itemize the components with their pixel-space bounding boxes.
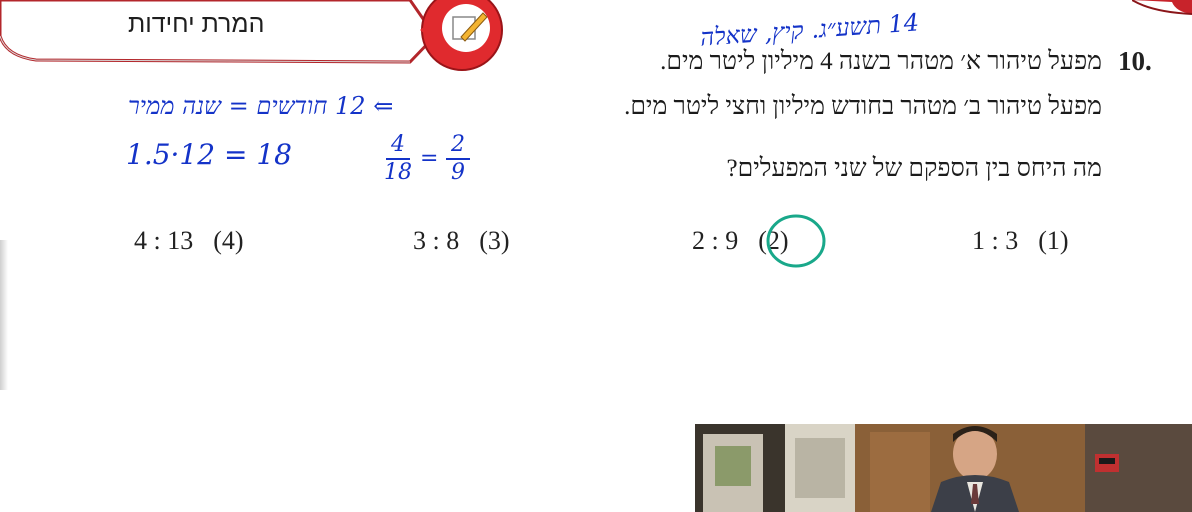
handwritten-fraction-b bbox=[446, 134, 470, 184]
fraction-a-numerator: 4 bbox=[391, 132, 405, 157]
fraction-b-denominator: 9 bbox=[451, 160, 465, 185]
option-label: (3) bbox=[479, 226, 510, 255]
option-ratio: 1 : 3 bbox=[972, 226, 1019, 255]
option-label: (4) bbox=[213, 226, 244, 255]
video-scene bbox=[695, 424, 1192, 512]
fraction-b-numerator: 2 bbox=[451, 132, 465, 157]
option-label: (2) bbox=[758, 226, 789, 255]
question-number: 10. bbox=[1118, 46, 1152, 76]
selected-answer-circle bbox=[768, 216, 824, 266]
video-thumbnail[interactable] bbox=[695, 424, 1192, 512]
handwritten-conversion-note: ⇐ 12 חודשים = שנה ממיר bbox=[128, 92, 394, 120]
fraction-a-denominator: 18 bbox=[384, 160, 412, 185]
left-edge-shadow bbox=[0, 240, 8, 390]
handwritten-source-note: 14 תשע״ג. קיץ, שאלה bbox=[699, 8, 920, 52]
question-line-3: מה היחס בין הספקם של שני המפעלים? bbox=[726, 155, 1102, 182]
question-line-2: מפעל טיהור ב׳ מטהר בחודש מיליון וחצי ליטר מים. bbox=[624, 93, 1102, 120]
handwritten-calculation: 1.5·12 = 18 bbox=[126, 138, 292, 171]
handwritten-fraction-a bbox=[384, 134, 412, 184]
handwritten-equals: = bbox=[420, 146, 439, 171]
option-ratio: 4 : 13 bbox=[134, 226, 194, 255]
question-line-1: מפעל טיהור א׳ מטהר בשנה 4 מיליון ליטר מים. bbox=[660, 48, 1102, 75]
option-ratio: 3 : 8 bbox=[413, 226, 460, 255]
option-ratio: 2 : 9 bbox=[692, 226, 739, 255]
topic-title: המרת יחידות bbox=[128, 10, 265, 38]
option-label: (1) bbox=[1038, 226, 1069, 255]
